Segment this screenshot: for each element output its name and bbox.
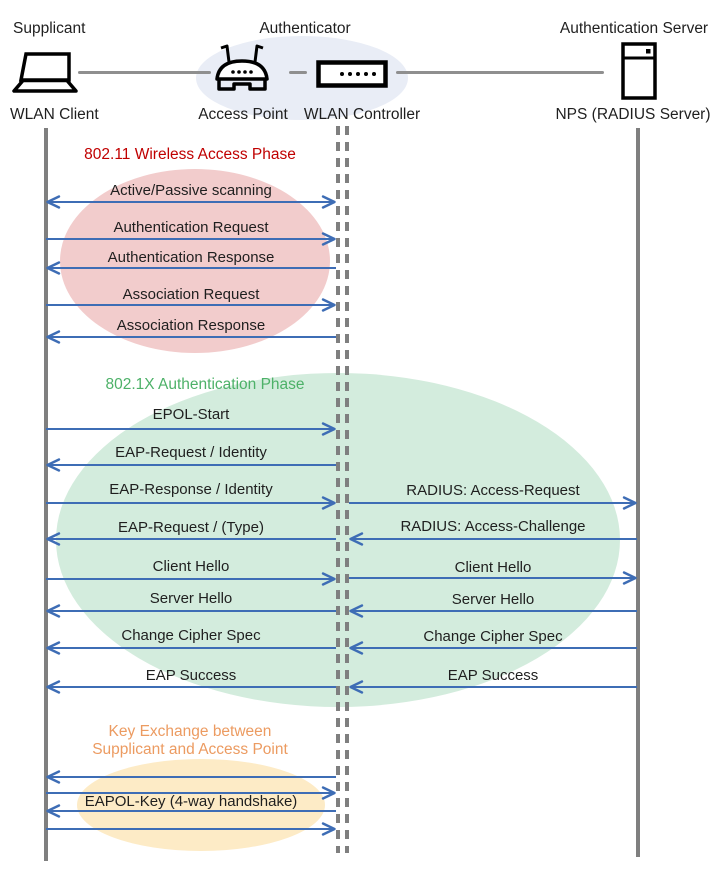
wireless-phase-title: 802.11 Wireless Access Phase xyxy=(84,146,296,163)
message-label: EAP-Response / Identity xyxy=(109,481,273,498)
message-label: Authentication Request xyxy=(113,219,269,236)
key-exchange-title-line2: Supplicant and Access Point xyxy=(92,741,288,758)
message-label: EAPOL-Key (4-way handshake) xyxy=(84,793,298,810)
message-label: EAP Success xyxy=(447,667,539,684)
message-label: Client Hello xyxy=(454,559,532,576)
message-arrow xyxy=(46,571,336,592)
message-arrow xyxy=(46,821,336,842)
message-arrow xyxy=(46,640,336,661)
message-label: Change Cipher Spec xyxy=(423,628,563,645)
message-arrow xyxy=(349,603,637,624)
auth-phase-title: 802.1X Authentication Phase xyxy=(105,376,305,393)
message-arrow xyxy=(46,421,336,442)
node-label-nps-radius-server: NPS (RADIUS Server) xyxy=(555,106,711,123)
message-arrow xyxy=(349,531,637,552)
message-arrow xyxy=(46,679,336,700)
message-label: Association Request xyxy=(122,286,260,303)
message-label: EAP Success xyxy=(145,667,237,684)
key-exchange-title-line1: Key Exchange between xyxy=(108,723,272,740)
message-arrow xyxy=(46,531,336,552)
message-label: Change Cipher Spec xyxy=(121,627,261,644)
message-label: EAP-Request / (Type) xyxy=(118,519,264,536)
node-label-access-point: Access Point xyxy=(198,106,288,123)
message-arrow xyxy=(349,640,637,661)
node-label-wlan-controller: WLAN Controller xyxy=(303,106,421,123)
message-arrow xyxy=(46,329,336,350)
message-label: Authentication Response xyxy=(107,249,275,266)
message-label: Active/Passive scanning xyxy=(110,182,272,199)
message-arrow xyxy=(46,603,336,624)
message-arrow xyxy=(46,495,336,516)
message-label: RADIUS: Access-Request xyxy=(406,482,580,499)
message-arrow xyxy=(349,495,637,516)
message-arrow xyxy=(46,194,336,215)
message-label: Client Hello xyxy=(152,558,230,575)
message-arrow xyxy=(46,260,336,281)
role-label-authenticator: Authenticator xyxy=(259,20,351,37)
role-label-supplicant: Supplicant xyxy=(13,20,86,37)
message-label: RADIUS: Access-Challenge xyxy=(400,518,586,535)
message-arrow xyxy=(349,679,637,700)
node-label-wlan-client: WLAN Client xyxy=(10,106,99,123)
message-arrow xyxy=(46,297,336,318)
message-arrow xyxy=(349,570,637,591)
role-label-authentication-server: Authentication Server xyxy=(559,20,709,37)
message-label: EAP-Request / Identity xyxy=(115,444,267,461)
message-label: Association Response xyxy=(116,317,266,334)
message-label: Server Hello xyxy=(149,590,233,607)
message-label: Server Hello xyxy=(451,591,535,608)
message-label: EPOL-Start xyxy=(152,406,230,423)
message-arrow xyxy=(46,457,336,478)
